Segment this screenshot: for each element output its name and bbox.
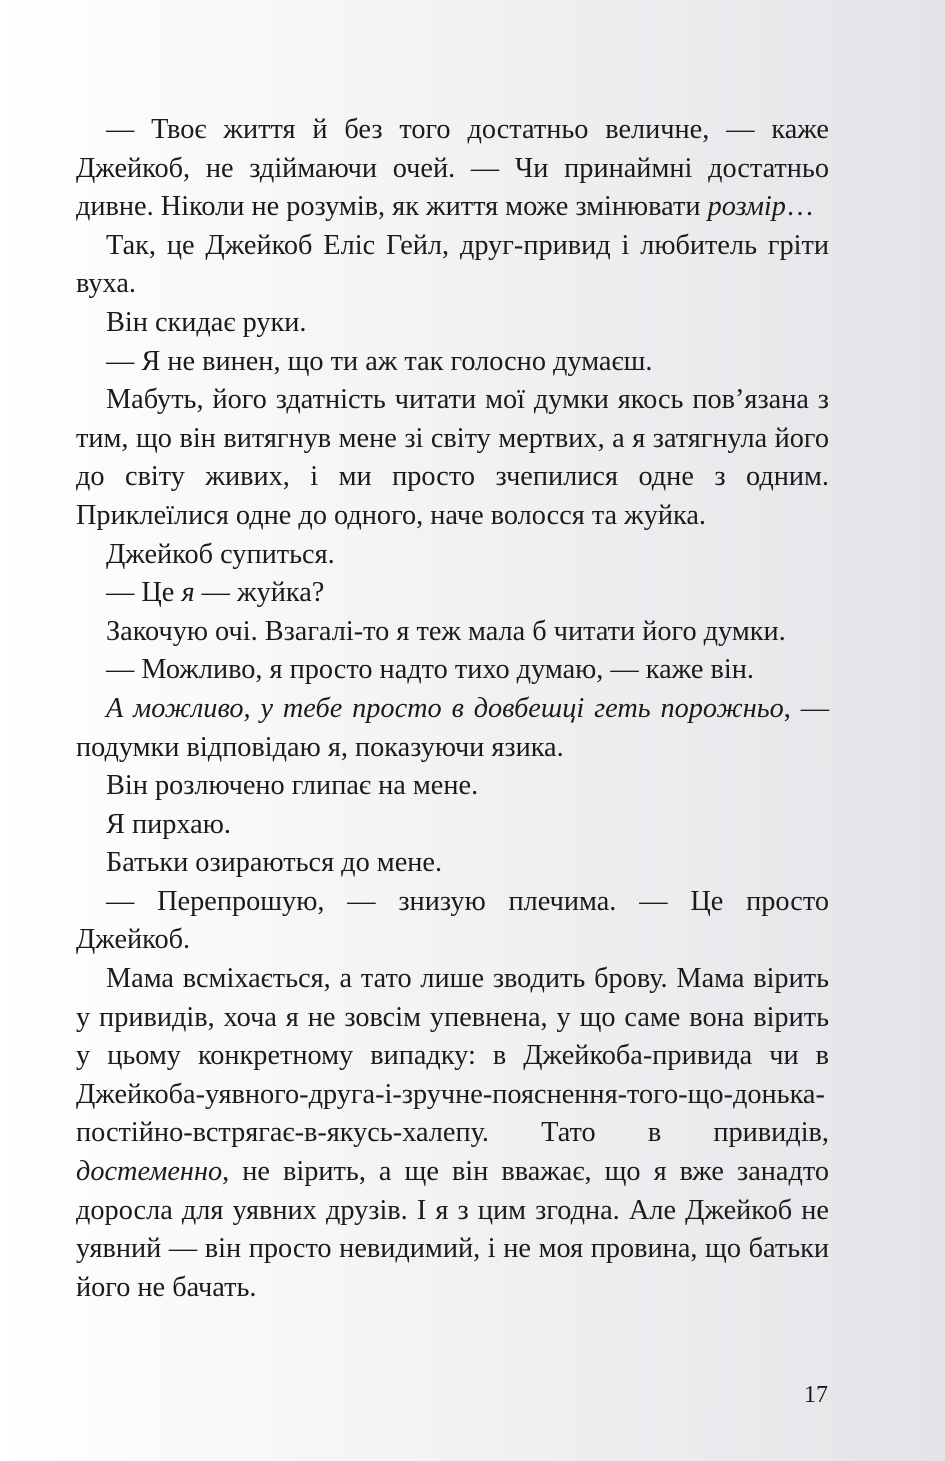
text-run: — жуйка?	[194, 577, 325, 609]
text-run: Закочую очі. Взагалі-то я теж мала б читати його думки.	[106, 615, 786, 647]
text-run: , — подумки відповідаю я, показуючи язика.	[76, 692, 829, 763]
text-run: Мама всміхається, а тато лише зводить брову. Мама вірить у привидів, хоча я не зовсім упевнена, у що саме вона вірить у цьому конкретному випадку: в Джейкоба-привида чи в Джейкоба-уявного-друга-і-зручне-пояснення-того-що-донька-постійно-встрягає-в-якусь-халепу. Тато в привидів,	[76, 963, 829, 1149]
paragraph	[76, 574, 829, 613]
paragraph	[76, 806, 829, 845]
body-text	[76, 111, 829, 1307]
paragraph	[76, 111, 829, 227]
text-run: Він розлючено глипає на мене.	[106, 770, 479, 802]
text-run: — Перепрошую, — знизую плечима. — Це просто Джейкоб.	[76, 885, 829, 956]
text-run: — Можливо, я просто надто тихо думаю, — каже він.	[106, 654, 754, 686]
text-run: Батьки озираються до мене.	[106, 847, 443, 879]
text-run: — Це	[106, 577, 182, 609]
page-number: 17	[804, 1382, 828, 1408]
italic-text-run: розмір	[707, 191, 786, 223]
paragraph	[76, 690, 829, 767]
paragraph	[76, 381, 829, 535]
text-run: …	[785, 191, 815, 223]
paragraph	[76, 844, 829, 883]
paragraph	[76, 536, 829, 575]
text-run: Так, це Джейкоб Еліс Гейл, друг-привид і любитель гріти вуха.	[76, 229, 829, 300]
italic-text-run: достеменно	[76, 1156, 223, 1188]
text-run: Я пирхаю.	[106, 808, 231, 840]
text-run: Мабуть, його здатність читати мої думки якось пов’язана з тим, що він витягнув мене зі світу мертвих, а я затягнула його до світу живих, і ми просто зчепилися одне з одним. Приклеїлися одне до одного, наче волосся та жуйка.	[76, 384, 829, 531]
italic-text-run: А можливо, у тебе просто в довбешці геть порожньо	[106, 692, 784, 724]
text-run: Він скидає руки.	[106, 306, 307, 338]
paragraph	[76, 883, 829, 960]
paragraph	[76, 343, 829, 382]
text-run: — Твоє життя й без того достатньо величне, — каже Джейкоб, не здіймаючи очей. — Чи принаймні достатньо дивне. Ніколи не розумів, як життя може змінювати	[76, 114, 829, 223]
italic-text-run: я	[181, 577, 195, 609]
paragraph	[76, 767, 829, 806]
text-run: Джейкоб супиться.	[106, 538, 335, 570]
paragraph	[76, 960, 829, 1307]
paragraph	[76, 304, 829, 343]
text-run: — Я не винен, що ти аж так голосно думаєш.	[106, 345, 653, 377]
paragraph	[76, 613, 829, 652]
paragraph	[76, 227, 829, 304]
text-run: , не вірить, а ще він вважає, що я вже занадто доросла для уявних друзів. І я з цим згодна. Але Джейкоб не уявний — він просто невидимий, і не моя провина, що батьки його не бачать.	[76, 1156, 829, 1303]
paragraph	[76, 651, 829, 690]
